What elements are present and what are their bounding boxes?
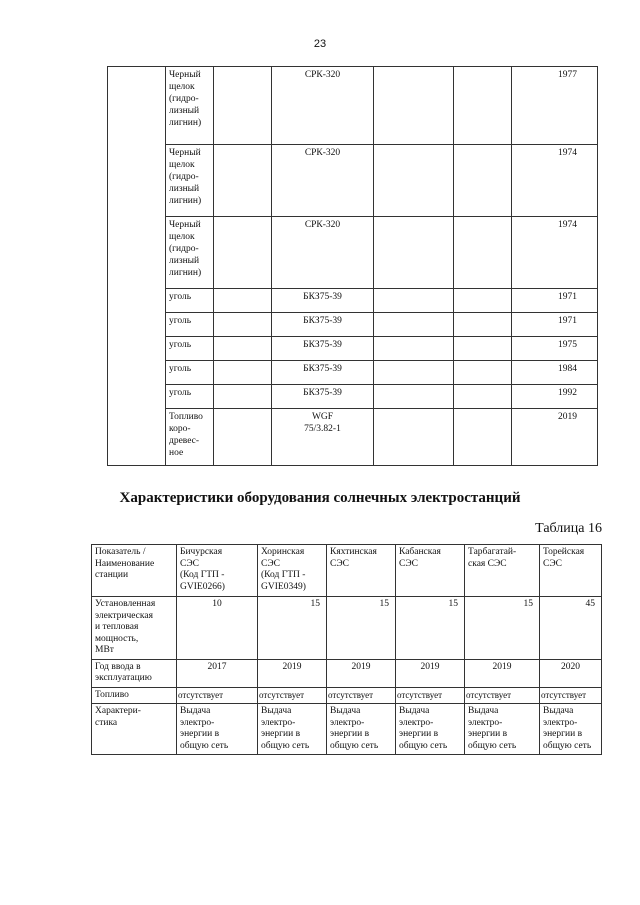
boiler-empty-cell [454,145,512,217]
solar-value-cell: отсутствует [465,687,540,704]
boiler-empty-cell [454,313,512,337]
boiler-empty-cell [374,145,454,217]
solar-row-label: Топливо [92,687,177,704]
solar-header-cell: Кяхтинская СЭС [327,545,396,597]
boiler-fuel-cell: уголь [166,289,214,313]
boiler-fuel-cell: уголь [166,313,214,337]
boiler-empty-cell [454,361,512,385]
boiler-year-cell: 1984 [512,361,598,385]
boiler-empty-cell [454,385,512,409]
boiler-row [108,145,598,217]
solar-row [92,687,602,704]
boiler-empty-cell [454,409,512,466]
solar-value-cell: 2019 [258,659,327,687]
boiler-model-cell: СРК-320 [272,145,374,217]
boiler-year-cell: 1992 [512,385,598,409]
boiler-fuel-cell: уголь [166,361,214,385]
solar-header-cell: Торейская СЭС [540,545,602,597]
solar-header-cell: Бичурская СЭС (Код ГТП - GVIE0266) [177,545,258,597]
boiler-empty-cell [214,361,272,385]
solar-header-cell: Кабанская СЭС [396,545,465,597]
boiler-empty-cell [374,289,454,313]
solar-header-cell: Хоринская СЭС (Код ГТП - GVIE0349) [258,545,327,597]
boiler-year-cell: 1971 [512,313,598,337]
boiler-empty-cell [214,145,272,217]
boiler-empty-cell [374,217,454,289]
solar-value-cell: 45 [540,597,602,660]
solar-header-cell: Тарбагатай- ская СЭС [465,545,540,597]
solar-value-cell: Выдача электро- энергии в общую сеть [396,704,465,755]
boiler-empty-cell [374,67,454,145]
solar-row [92,659,602,687]
solar-value-cell: Выдача электро- энергии в общую сеть [465,704,540,755]
boiler-model-cell: БКЗ75-39 [272,313,374,337]
boiler-row [108,313,598,337]
section-heading: Характеристики оборудования солнечных электростанций [119,490,521,506]
table-label: Таблица 16 [535,521,602,536]
boiler-year-cell: 1975 [512,337,598,361]
boiler-empty-cell [214,409,272,466]
solar-stations-table [91,544,602,755]
boiler-row [108,67,598,145]
boiler-model-cell: СРК-320 [272,217,374,289]
boiler-year-cell: 1971 [512,289,598,313]
solar-row-label: Установленная электрическая и тепловая мощность, МВт [92,597,177,660]
boiler-empty-cell [214,385,272,409]
boiler-empty-cell [214,337,272,361]
boiler-empty-cell [374,361,454,385]
boiler-fuel-cell: Черный щелок (гидро- лизный лигнин) [166,217,214,289]
boiler-empty-cell [108,67,166,466]
solar-value-cell: 2017 [177,659,258,687]
boiler-row [108,409,598,466]
boiler-empty-cell [214,313,272,337]
solar-row [92,704,602,755]
solar-row-label: Характери- стика [92,704,177,755]
solar-header-row [92,545,602,597]
boiler-model-cell: СРК-320 [272,67,374,145]
solar-value-cell: 15 [258,597,327,660]
boiler-fuel-cell: Черный щелок (гидро- лизный лигнин) [166,145,214,217]
boiler-empty-cell [454,337,512,361]
boiler-model-cell: WGF 75/3.82-1 [272,409,374,466]
boiler-row [108,217,598,289]
boiler-empty-cell [374,385,454,409]
boiler-fuel-cell: Черный щелок (гидро- лизный лигнин) [166,67,214,145]
boiler-row [108,289,598,313]
solar-value-cell: 2019 [396,659,465,687]
boiler-empty-cell [374,337,454,361]
boiler-empty-cell [454,217,512,289]
boiler-row [108,385,598,409]
solar-value-cell: 2019 [327,659,396,687]
page-number: 23 [313,38,327,50]
solar-value-cell: Выдача электро- энергии в общую сеть [258,704,327,755]
boiler-model-cell: БКЗ75-39 [272,361,374,385]
solar-row [92,597,602,660]
solar-value-cell: 15 [465,597,540,660]
solar-value-cell: 2020 [540,659,602,687]
boiler-empty-cell [374,409,454,466]
boiler-row [108,361,598,385]
boiler-model-cell: БКЗ75-39 [272,289,374,313]
solar-header-cell: Показатель / Наименование станции [92,545,177,597]
boiler-empty-cell [454,67,512,145]
solar-value-cell: отсутствует [327,687,396,704]
boiler-fuel-cell: уголь [166,385,214,409]
boiler-row [108,337,598,361]
solar-value-cell: отсутствует [258,687,327,704]
boiler-year-cell: 1974 [512,217,598,289]
boiler-empty-cell [214,217,272,289]
boiler-year-cell: 2019 [512,409,598,466]
solar-value-cell: отсутствует [396,687,465,704]
solar-value-cell: отсутствует [177,687,258,704]
solar-value-cell: Выдача электро- энергии в общую сеть [177,704,258,755]
solar-value-cell: 2019 [465,659,540,687]
boiler-empty-cell [454,289,512,313]
solar-value-cell: 15 [396,597,465,660]
boiler-empty-cell [214,67,272,145]
boiler-fuel-cell: Топливо коро- древес- ное [166,409,214,466]
boiler-empty-cell [374,313,454,337]
boiler-year-cell: 1974 [512,145,598,217]
solar-value-cell: отсутствует [540,687,602,704]
boiler-model-cell: БКЗ75-39 [272,337,374,361]
boiler-model-cell: БКЗ75-39 [272,385,374,409]
solar-row-label: Год ввода в эксплуатацию [92,659,177,687]
solar-value-cell: 15 [327,597,396,660]
boiler-year-cell: 1977 [512,67,598,145]
boiler-empty-cell [214,289,272,313]
boiler-equipment-table [107,66,598,466]
solar-value-cell: Выдача электро- энергии в общую сеть [540,704,602,755]
boiler-fuel-cell: уголь [166,337,214,361]
solar-value-cell: 10 [177,597,258,660]
solar-value-cell: Выдача электро- энергии в общую сеть [327,704,396,755]
